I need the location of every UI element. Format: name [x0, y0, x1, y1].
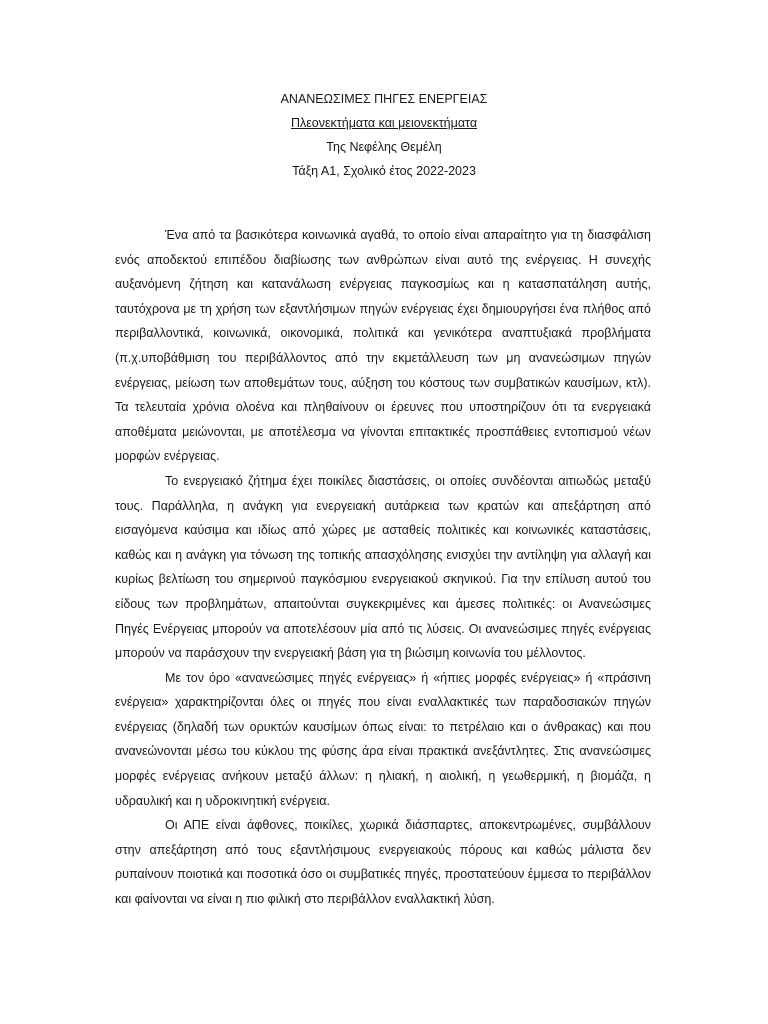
document-body — [115, 223, 651, 912]
document-header — [0, 87, 768, 183]
paragraph-4: Οι ΑΠΕ είναι άφθονες, ποικίλες, χωρικά διάσπαρτες, αποκεντρωμένες, συμβάλλουν στην απεξάρτηση από τους εξαντλήσιμους ενεργειακούς πόρους και καθώς μάλιστα δεν ρυπαίνουν ποιοτικά και ποσοτικά όσο οι συμβατικές πηγές, προστατεύουν έμμεσα το περιβάλλον και φαίνονται να είναι η πιο φιλική στο περιβάλλον εναλλακτική λύση. — [115, 818, 651, 907]
class-year-line: Τάξη Α1, Σχολικό έτος 2022-2023 — [292, 164, 476, 178]
paragraph-1: Ένα από τα βασικότερα κοινωνικά αγαθά, το οποίο είναι απαραίτητο για τη διασφάλιση ενός αποδεκτού επιπέδου διαβίωσης των ανθρώπων είναι αυτό της ενέργειας. Η συνεχής αυξανόμενη ζήτηση και κατανάλωση ενέργειας παγκοσμίως και η κατασπατάληση αυτής, ταυτόχρονα με τη χρήση των εξαντλήσιμων πηγών ενέργειας έχει δημιουργήσει ένα πλήθος από περιβαλλοντικά, κοινωνικά, οικονομικά, πολιτικά και γενικότερα αναπτυξιακά προβλήματα (π.χ.υποβάθμιση του περιβάλλοντος από την εκμετάλλευση των μη ανανεώσιμων πηγών ενέργειας, μείωση των αποθεμάτων τους, αύξηση του κόστους των συμβατικών καυσίμων, κτλ). Τα τελευταία χρόνια ολοένα και πληθαίνουν οι έρευνες που υποστηρίζουν ότι τα ενεργειακά αποθέματα μειώνονται, με αποτέλεσμα να γίνονται επιτακτικές προσπάθειες εντοπισμού νέων μορφών ενέργειας. — [115, 228, 651, 464]
paragraph-3: Με τον όρο «ανανεώσιμες πηγές ενέργειας» ή «ήπιες μορφές ενέργειας» ή «πράσινη ενέργεια» χαρακτηρίζονται όλες οι πηγές που είναι εναλλακτικές των παραδοσιακών πηγών ενέργειας (δηλαδή των ορυκτών καυσίμων όπως είναι: το πετρέλαιο και ο άνθρακας) και που ανανεώνονται μέσω του κύκλου της φύσης άρα είναι πρακτικά ανεξάντλητες. Στις ανανεώσιμες μορφές ενέργειας ανήκουν μεταξύ άλλων: η ηλιακή, η αιολική, η γεωθερμική, η βιομάζα, η υδραυλική και η υδροκινητική ενέργεια. — [115, 670, 651, 808]
document-title: ΑΝΑΝΕΩΣΙΜΕΣ ΠΗΓΕΣ ΕΝΕΡΓΕΙΑΣ — [280, 92, 488, 106]
author-line: Της Νεφέλης Θεμέλη — [326, 140, 442, 154]
paragraph-2: Το ενεργειακό ζήτημα έχει ποικίλες διαστάσεις, οι οποίες συνδέονται αιτιωδώς μεταξύ τους. Παράλληλα, η ανάγκη για ενεργειακή αυτάρκεια των κρατών και απεξάρτηση από εισαγόμενα καύσιμα και ιδίως από χώρες με ασταθείς πολιτικές και κοινωνικές καταστάσεις, καθώς και η ανάγκη για τόνωση της τοπικής απασχόλησης ενισχύει την αντίληψη για αλλαγή και κυρίως βελτίωση του σημερινού παγκόσμιου ενεργειακού σκηνικού. Για την επίλυση αυτού του είδους των προβλημάτων, απαιτούνται συγκεκριμένες και άμεσες πολιτικές: οι Ανανεώσιμες Πηγές Ενέργειας μπορούν να αποτελέσουν μία από τις λύσεις. Οι ανανεώσιμες πηγές ενέργειας μπορούν να παράσχουν την ενεργειακή βάση για τη βιώσιμη κοινωνία του μέλλοντος. — [115, 473, 651, 661]
document-subtitle: Πλεονεκτήματα και μειονεκτήματα — [290, 116, 478, 130]
